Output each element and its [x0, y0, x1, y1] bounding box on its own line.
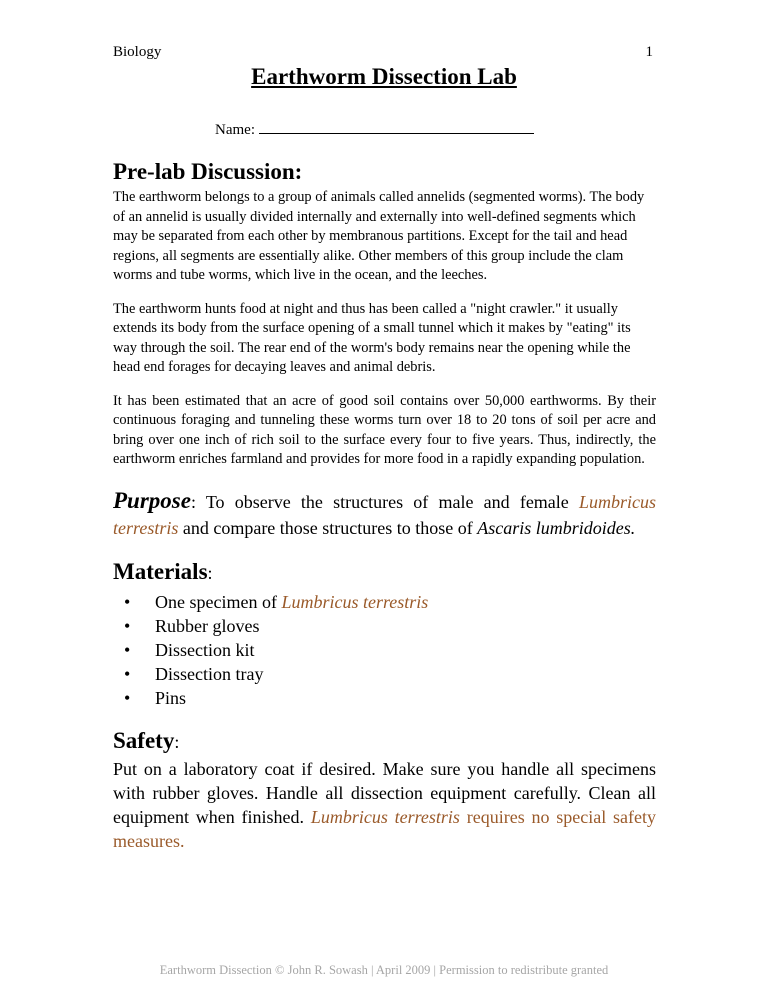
bullet-icon: • [124, 687, 131, 708]
safety-heading-line [113, 728, 656, 755]
materials-colon: : [207, 562, 213, 583]
page-title: Earthworm Dissection Lab [251, 64, 517, 89]
purpose-text-middle: and compare those structures to those of [178, 517, 478, 538]
bullet-icon: • [124, 639, 131, 660]
material-species: Lumbricus terrestris [281, 591, 429, 612]
page-footer: Earthworm Dissection © John R. Sowash | April 2009 | Permission to redistribute granted [159, 963, 609, 977]
prelab-paragraph-2: The earthworm hunts food at night and thus has been called a "night crawler." it usually extends its body from the surface opening of a small tunnel which it makes by "eating" its way through the soil. The rear end of the worm's body remains near the opening while the head end forages for decaying leaves and animal debris. [113, 300, 631, 375]
safety-colon: : [174, 731, 180, 752]
purpose-heading: Purpose [113, 487, 191, 513]
safety-species: Lumbricus terrestris [310, 806, 460, 827]
material-item: Rubber gloves [155, 615, 260, 636]
material-item-prefix: One specimen of [155, 591, 282, 612]
name-label: Name: [215, 122, 255, 138]
page-number: 1 [645, 44, 653, 60]
bullet-icon: • [124, 591, 131, 612]
purpose-species-1: Lumbricus terrestris [113, 491, 656, 538]
prelab-paragraph-1: The earthworm belongs to a group of animals called annelids (segmented worms). The body of an annelid is usually divided internally and externally into well-defined segments which may be separated from each other by membranous partitions. Except for the tail and head regions, all segments are essentially alike. Other members of this group include the clam worms and tube worms, which live in the ocean, and the leeches. [113, 189, 645, 283]
safety-text [113, 757, 656, 853]
safety-heading: Safety [113, 727, 175, 753]
material-item: Pins [155, 687, 187, 708]
bullet-icon: • [124, 615, 131, 636]
list-item [113, 590, 656, 614]
purpose-text-before: : To observe the structures of male and female [190, 491, 579, 512]
prelab-paragraph-3: It has been estimated that an acre of good soil contains over 50,000 earthworms. By their continuous foraging and tunneling these worms turn over 18 to 20 tons of soil per acre and bring over one inch of rich soil to the surface every four to five years. Thus, indirectly, the earthworm enriches farmland and provides for more food in a rapidly expanding population. [113, 392, 656, 467]
material-item: Dissection kit [155, 639, 255, 660]
prelab-heading: Pre-lab Discussion: [113, 159, 303, 184]
list-item [113, 638, 656, 662]
bullet-icon: • [124, 663, 131, 684]
main-content [113, 158, 656, 853]
list-item [113, 686, 656, 710]
list-item [113, 662, 656, 686]
safety-text-main: Put on a laboratory coat if desired. Make sure you handle all specimens with rubber gloves. Handle all dissection equipment carefully. Clean all equipment when finished. [113, 758, 656, 827]
list-item [113, 614, 656, 638]
materials-heading-line [113, 559, 656, 586]
name-field [215, 120, 534, 139]
material-item: Dissection tray [155, 663, 264, 684]
safety-text-tail: requires no special safety measures. [113, 806, 656, 851]
materials-heading: Materials [113, 558, 208, 584]
materials-list [113, 590, 656, 710]
purpose-section [113, 488, 656, 541]
name-blank-line [259, 120, 534, 134]
purpose-species-2: Ascaris lumbridoides. [477, 517, 636, 538]
header-subject: Biology [113, 44, 162, 60]
